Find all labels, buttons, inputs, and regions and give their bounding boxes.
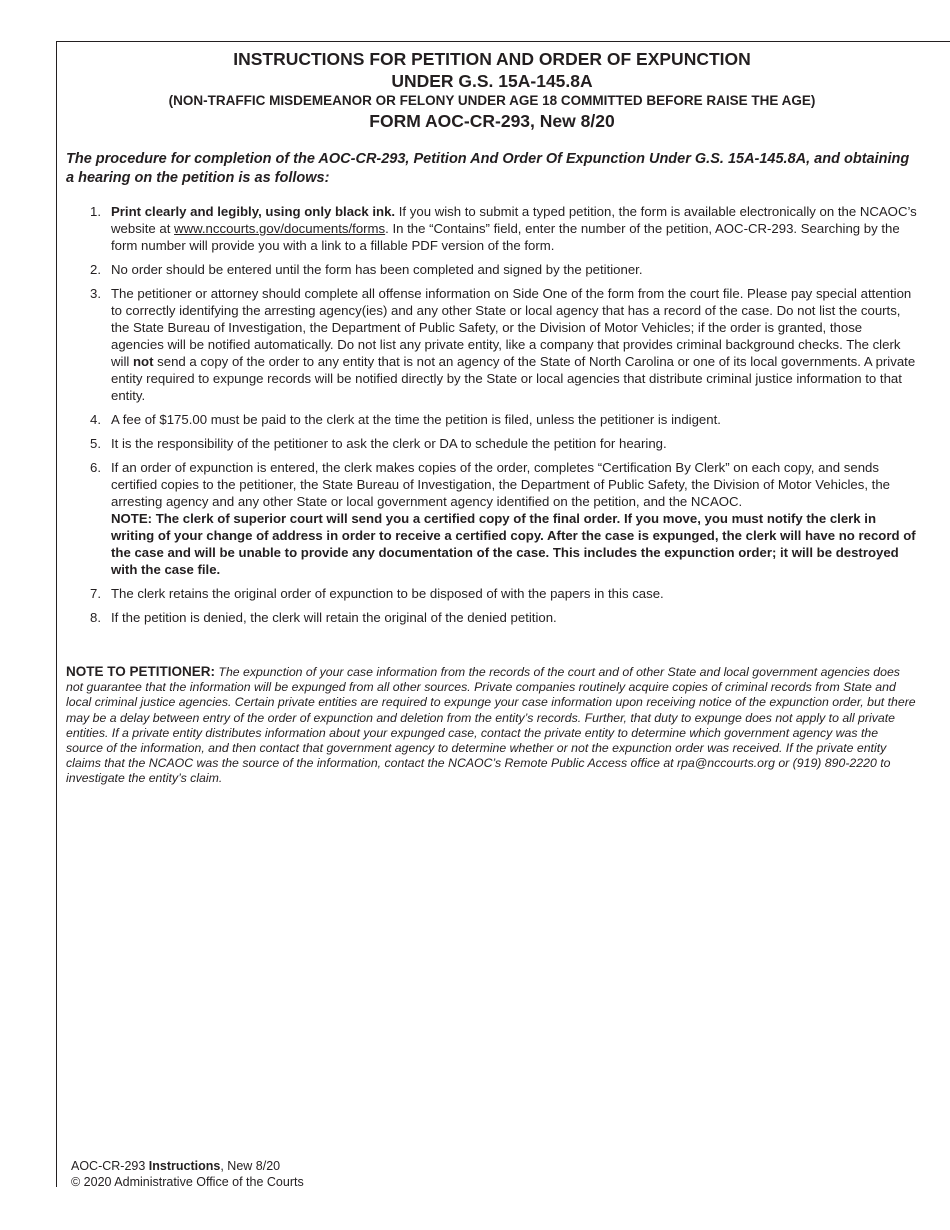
- text-segment: If you wish to submit a typed petition, the form is available electronically on the NCAOC’s website at: [111, 204, 917, 236]
- list-item-text: A fee of $175.00 must be paid to the clerk at the time the petition is filed, unless the petitioner is indigent.: [111, 412, 721, 427]
- document-body: [66, 48, 918, 787]
- list-item: [66, 609, 918, 626]
- list-item-number: 7.: [90, 586, 101, 601]
- list-item-number: 6.: [90, 460, 101, 475]
- list-item-number: 3.: [90, 286, 101, 301]
- list-item-text: It is the responsibility of the petitioner to ask the clerk or DA to schedule the petition for hearing.: [111, 436, 667, 451]
- title-line-1: INSTRUCTIONS FOR PETITION AND ORDER OF EXPUNCTION: [233, 49, 751, 69]
- list-item-text: No order should be entered until the form has been completed and signed by the petitioner.: [111, 262, 643, 277]
- page-frame-top-rule: [56, 41, 950, 42]
- forms-link[interactable]: www.nccourts.gov/documents/forms: [174, 221, 386, 236]
- list-item: [66, 585, 918, 602]
- footer-form-version: , New 8/20: [220, 1159, 281, 1173]
- list-item-text: [111, 459, 918, 578]
- list-item-text: [111, 203, 918, 254]
- list-item-number: 2.: [90, 262, 101, 277]
- clerk-note: NOTE: The clerk of superior court will send you a certified copy of the final order. If you move, you must notify the clerk in writing of your change of address in order to receive a certified copy. After the case is expunged, the clerk will have no record of the case and will be unable to provide any documentation of the case. This includes the expunction order; it will be destroyed with the case file.: [111, 511, 916, 577]
- list-item-text: If the petition is denied, the clerk will retain the original of the denied petition.: [111, 610, 557, 625]
- list-item: [66, 203, 918, 254]
- text-segment: If an order of expunction is entered, the clerk makes copies of the order, completes “Certification By Clerk” on each copy, and sends certified copies to the petitioner, the State Bureau of Investigation, the Department of Public Safety, the Division of Motor Vehicles, the arresting agency and any other State or local government agency identified on the petition, and the NCAOC.: [111, 460, 890, 509]
- intro-paragraph: The procedure for completion of the AOC-CR-293, Petition And Order Of Expunction Under G.S. 15A-145.8A, and obtaining a hearing on the petition is as follows:: [66, 151, 910, 186]
- list-item: [66, 261, 918, 278]
- title-line-3: (NON-TRAFFIC MISDEMEANOR OR FELONY UNDER AGE 18 COMMITTED BEFORE RAISE THE AGE): [168, 93, 816, 108]
- page-frame-left-rule: [56, 41, 57, 1187]
- emphasis-text: Print clearly and legibly, using only black ink.: [111, 204, 396, 219]
- footer-form-number: AOC-CR-293: [71, 1159, 149, 1173]
- list-item: [66, 459, 918, 578]
- list-item-number: 1.: [90, 204, 101, 219]
- document-title-block: [66, 48, 918, 132]
- text-segment: . In the “Contains” field, enter the number of the petition, AOC-CR-293. Searching by the form number will provide you with a link to a fillable PDF version of the form.: [111, 221, 900, 253]
- list-item-number: 8.: [90, 610, 101, 625]
- title-line-4: FORM AOC-CR-293, New 8/20: [369, 111, 615, 131]
- note-to-petitioner-heading: NOTE TO PETITIONER:: [66, 664, 216, 679]
- instruction-list: [66, 203, 918, 626]
- note-to-petitioner-body: The expunction of your case information from the records of the court and of other State and local government agencies does not guarantee that the information will be expunged from all other sources. Private companies routinely acquire copies of criminal records from State and local criminal justice agencies. Certain private entities are required to expunge your case information upon receiving notice of the expunction order, but there may be a delay between entry of the order of expunction and deletion from the entity’s records. Further, that duty to expunge does not apply to all private entities. If a private entity distributes information about your expunged case, contact the private entity to determine which government agency was the source of the information, and then contact that government agency to determine whether or not the expunction order was received. If the private entity claims that the NCAOC was the source of the information, contact the NCAOC’s Remote Public Access office at rpa@nccourts.org or (919) 890-2220 to investigate the entity’s claim.: [66, 665, 916, 786]
- list-item-number: 5.: [90, 436, 101, 451]
- footer-form-line: [71, 1159, 304, 1175]
- note-to-petitioner: [66, 664, 918, 787]
- list-item-text: The clerk retains the original order of expunction to be disposed of with the papers in this case.: [111, 586, 664, 601]
- list-item: [66, 411, 918, 428]
- list-item-number: 4.: [90, 412, 101, 427]
- list-item: [66, 435, 918, 452]
- title-line-2: UNDER G.S. 15A-145.8A: [391, 71, 593, 91]
- footer-copyright: © 2020 Administrative Office of the Courts: [71, 1174, 304, 1189]
- text-segment: send a copy of the order to any entity that is not an agency of the State of North Carolina or one of its local governments. A private entity required to expunge records will be notified directly by the State or local agencies that distribute criminal justice information to that entity.: [111, 354, 916, 403]
- text-segment: The petitioner or attorney should complete all offense information on Side One of the form from the court file. Please pay special attention to correctly identifying the arresting agency(ies) and any other State or local agency that has a record of the case. Do not list the courts, the State Bureau of Investigation, the Department of Public Safety, or the Division of Motor Vehicles; if the order is granted, those agencies will be notified automatically. Do not list any private entity, like a company that provides criminal background checks. The clerk will: [111, 286, 912, 369]
- list-item: [66, 285, 918, 404]
- emphasis-text: not: [132, 354, 154, 369]
- page-footer: [71, 1159, 304, 1190]
- list-item-text: [111, 285, 918, 404]
- footer-form-label: Instructions: [148, 1159, 221, 1173]
